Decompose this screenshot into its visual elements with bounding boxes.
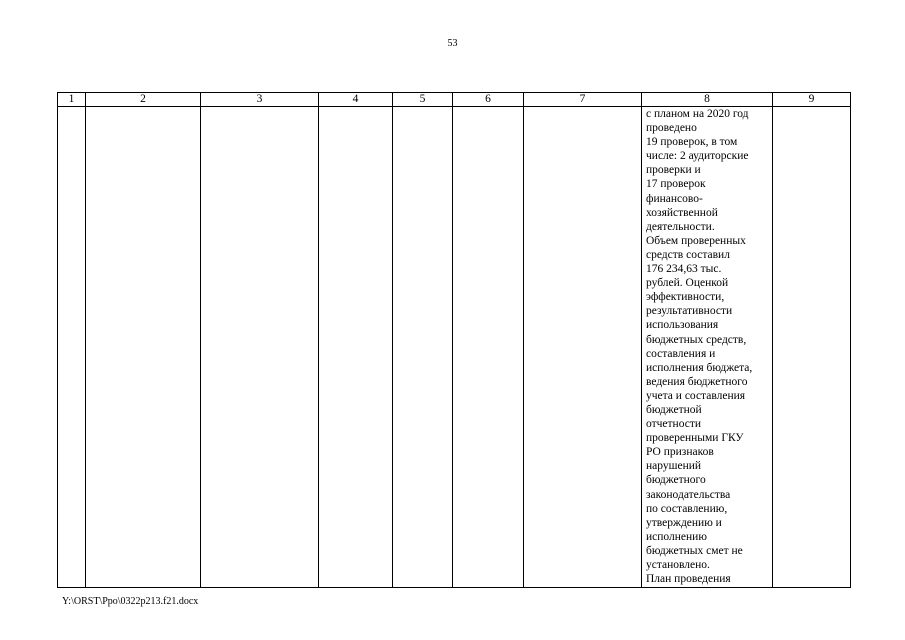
column-header-7: 7 (524, 93, 642, 107)
column-header-6: 6 (453, 93, 524, 107)
column-header-8: 8 (642, 93, 773, 107)
cell-col-2 (86, 107, 201, 588)
column-header-3: 3 (201, 93, 319, 107)
column-header-5: 5 (393, 93, 453, 107)
column-header-9: 9 (773, 93, 851, 107)
cell-col-4 (319, 107, 393, 588)
column-header-4: 4 (319, 93, 393, 107)
cell-col-6 (453, 107, 524, 588)
cell-col-7 (524, 107, 642, 588)
cell-col-8 (642, 107, 773, 588)
page-number: 53 (447, 38, 458, 49)
column-header-2: 2 (86, 93, 201, 107)
cell-col-8-text: с планом на 2020 год проведено 19 проверок, в том числе: 2 аудиторские проверки и 17 проверок финансово- хозяйственной деятельности. Объем проверенных средств составил 176 234,63 тыс. рублей. Оценкой эффективности, результативности использования бюджетных средств, составления и исполнения бюджета, ведения бюджетного учета и составления бюджетной отчетности проверенными ГКУ РО признаков нарушений бюджетного законодательства по составлению, утверждению и исполнению бюджетных смет не установлено. План проведения (646, 108, 753, 586)
table-row (58, 107, 851, 588)
report-table (57, 92, 851, 588)
cell-col-1 (58, 107, 86, 588)
footer-file-path: Y:\ORST\Ppo\0322p213.f21.docx (62, 596, 199, 607)
cell-col-9 (773, 107, 851, 588)
table-header-row (58, 93, 851, 107)
cell-col-5 (393, 107, 453, 588)
column-header-1: 1 (58, 93, 86, 107)
cell-col-3 (201, 107, 319, 588)
